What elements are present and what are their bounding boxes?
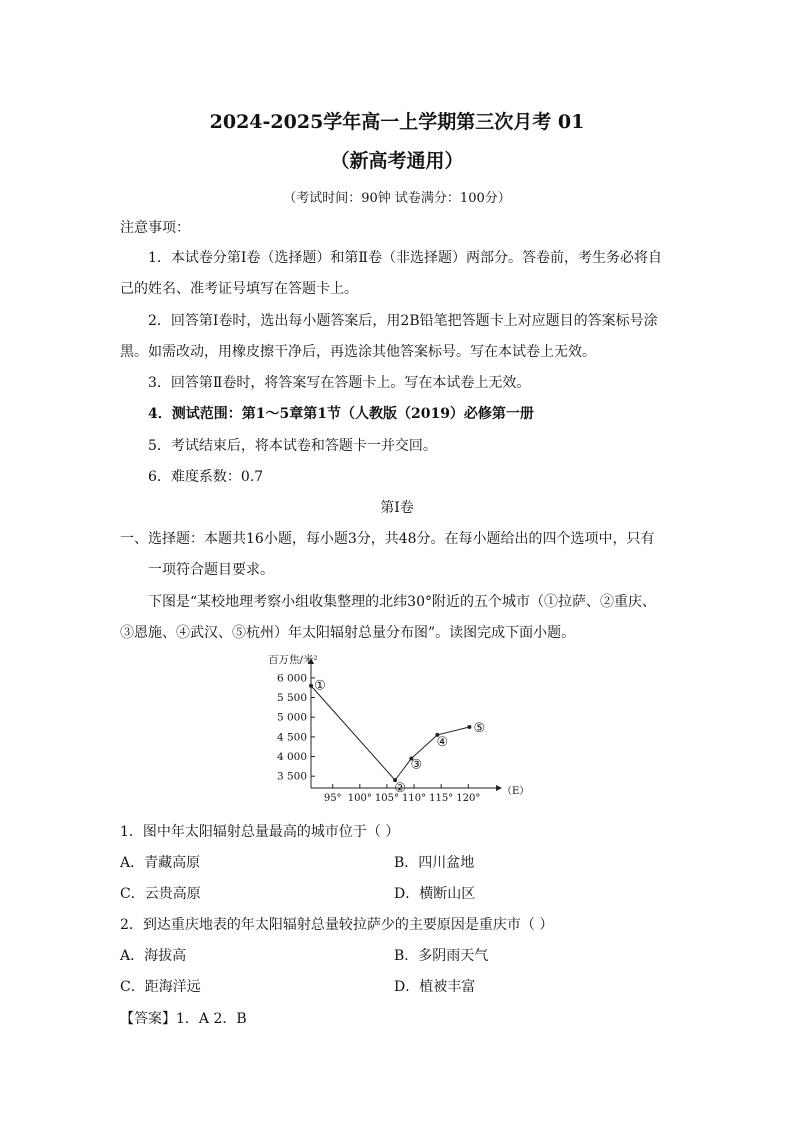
city-marker-label: ③ [410, 757, 423, 773]
option-b: B．四川盆地 [394, 855, 475, 871]
option-c: C．云贵高原 [120, 886, 201, 902]
option-a: A．海拔高 [120, 948, 187, 964]
note-item: 4．测试范围：第1～5章第1节（人教版（2019）必修第一册 [148, 406, 534, 422]
y-axis-label: 百万焦/米² [268, 654, 318, 666]
x-tick-label: 110° [402, 793, 427, 804]
city-marker-label: ⑤ [473, 721, 486, 737]
note-item: 5．考试结束后，将本试卷和答题卡一并交回。 [148, 438, 437, 454]
series-line [311, 686, 469, 780]
section-instruction: 一、选择题：本题共16小题，每小题3分，共48分。在每小题给出的四个选项中，只有 [120, 531, 655, 547]
note-item: 2．回答第Ⅰ卷时，选出每小题答案后，用2B铅笔把答题卡上对应题目的答案标号涂 [148, 313, 658, 329]
radiation-line-chart [260, 650, 530, 805]
exam-title: 2024-2025学年高一上学期第三次月考 01 [209, 111, 585, 133]
notes-heading: 注意事项： [120, 220, 190, 236]
option-c: C．距海洋远 [120, 979, 201, 995]
note-item: 己的姓名、准考证号填写在答题卡上。 [120, 281, 358, 297]
x-tick-label: 115° [429, 793, 454, 804]
x-tick-label: 95° [323, 793, 342, 804]
option-b: B．多阴雨天气 [394, 948, 489, 964]
note-item: 6．难度系数：0.7 [148, 469, 264, 485]
city-marker-label: ② [394, 781, 406, 797]
option-d: D．横断山区 [394, 886, 476, 902]
question-stem-intro: ③恩施、④武汉、⑤杭州）年太阳辐射总量分布图”。读图完成下面小题。 [120, 625, 576, 641]
city-marker-label: ④ [436, 734, 449, 750]
y-tick-label: 5 000 [276, 711, 307, 724]
x-tick-label: 100° [347, 793, 372, 804]
question-stem-intro: 下图是“某校地理考察小组收集整理的北纬30°附近的五个城市（①拉萨、②重庆、 [148, 594, 656, 610]
answer-line [120, 1009, 247, 1029]
note-item: 黑。如需改动，用橡皮擦干净后，再选涂其他答案标号。写在本试卷上无效。 [120, 344, 596, 360]
y-tick-label: 4 000 [276, 751, 307, 764]
exam-subtitle: （新高考通用） [330, 150, 464, 172]
y-tick-label: 6 000 [276, 672, 307, 685]
answer-label: 【答案】 [120, 1011, 176, 1027]
question-stem: 2．到达重庆地表的年太阳辐射总量较拉萨少的主要原因是重庆市（ ） [120, 917, 554, 933]
y-tick-label: 3 500 [276, 770, 307, 783]
y-tick-label: 4 500 [276, 731, 307, 744]
option-d: D．植被丰富 [394, 979, 476, 995]
note-item: 1．本试卷分第Ⅰ卷（选择题）和第Ⅱ卷（非选择题）两部分。答卷前，考生务必将自 [148, 250, 662, 266]
exam-meta: （考试时间：90钟 试卷满分：100分） [283, 191, 511, 206]
x-tick-label: 105° [374, 793, 399, 804]
x-axis-unit: （E） [502, 786, 530, 797]
city-marker-label: ① [314, 678, 326, 694]
section-title: 第Ⅰ卷 [380, 500, 414, 516]
question-stem: 1．图中年太阳辐射总量最高的城市位于（ ） [120, 824, 400, 840]
section-instruction: 一项符合题目要求。 [148, 562, 274, 578]
data-point [467, 725, 471, 729]
answer-text: 1．A 2．B [176, 1011, 247, 1027]
y-tick-label: 5 500 [276, 692, 307, 705]
x-tick-label: 120° [456, 793, 481, 804]
note-item: 3．回答第Ⅱ卷时，将答案写在答题卡上。写在本试卷上无效。 [148, 375, 531, 391]
data-point [309, 684, 313, 688]
option-a: A．青藏高原 [120, 855, 201, 871]
